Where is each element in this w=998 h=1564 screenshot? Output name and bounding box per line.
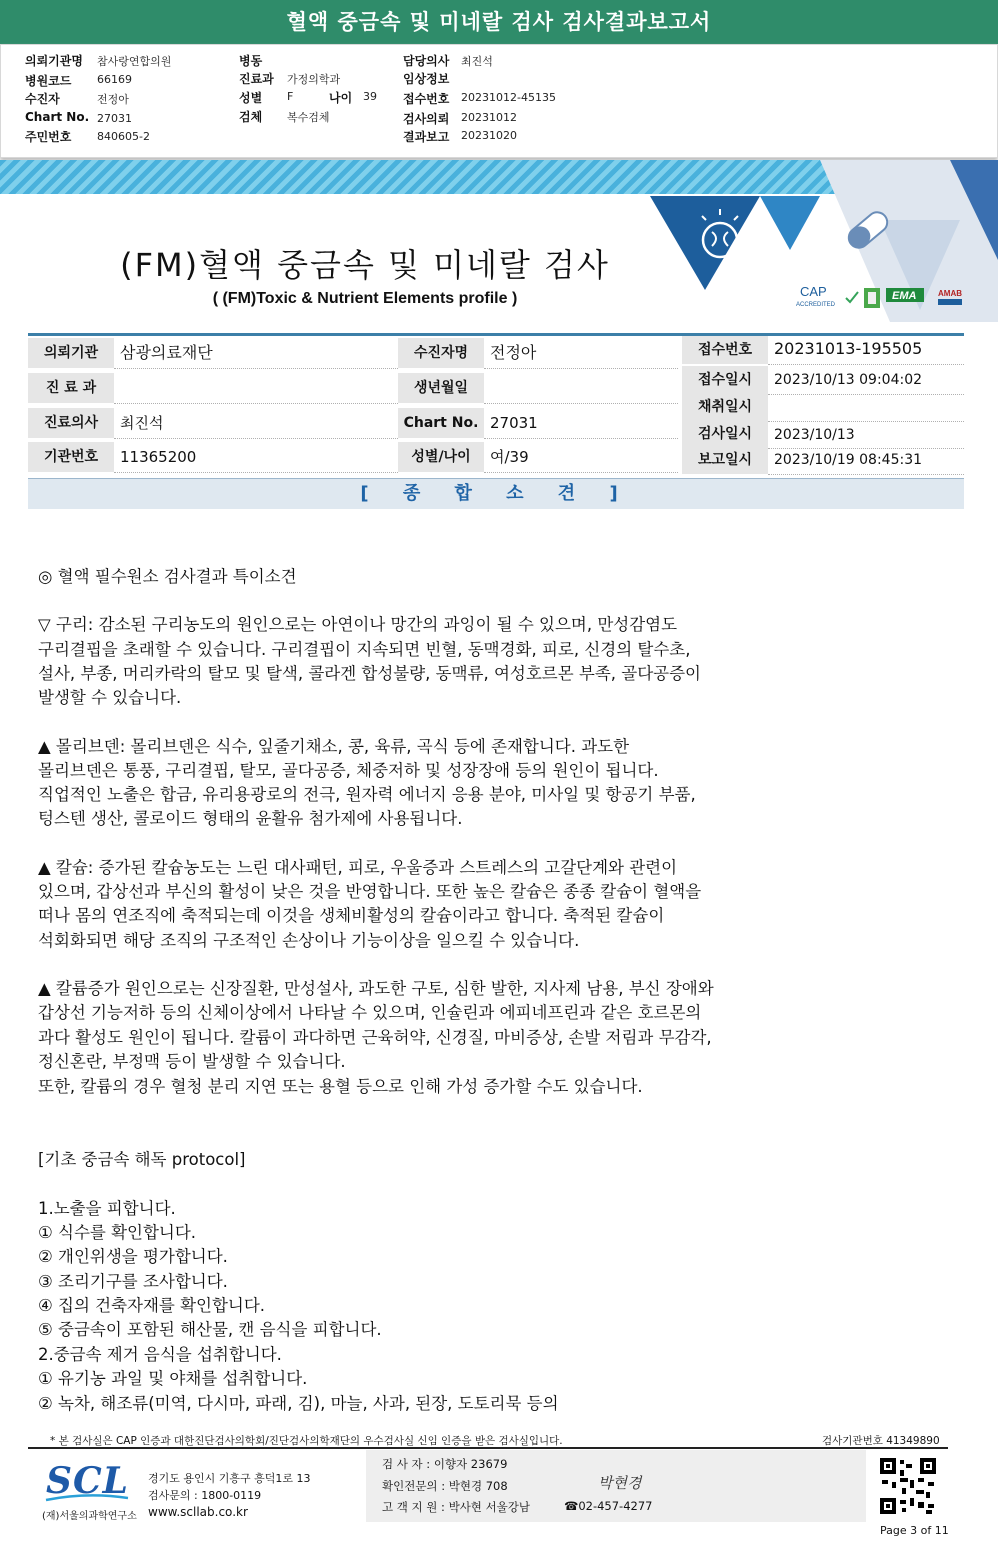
table-label: 성별/나이 bbox=[398, 442, 484, 473]
info-label: 접수번호 bbox=[403, 92, 450, 106]
info-value: F bbox=[287, 90, 294, 103]
support-info: 고 객 지 원 : 박사현 서울강남 bbox=[382, 1500, 531, 1514]
cap-accredited-logo bbox=[796, 284, 858, 308]
body-line: 과다 활성도 원인이 됩니다. 칼륨이 과다하면 근육허약, 신경질, 마비증상, 손발 저림과 무감각, bbox=[38, 1028, 712, 1047]
body-line: 구리결핍을 초래할 수 있습니다. 구리결핍이 지속되면 빈혈, 동맥경화, 피로, 신경의 탈수초, bbox=[38, 640, 691, 659]
table-value bbox=[484, 373, 678, 404]
page-title: (FM)혈액 중금속 및 미네랄 검사 bbox=[120, 246, 610, 284]
info-label: 주민번호 bbox=[25, 130, 72, 144]
info-label: 담당의사 bbox=[403, 54, 450, 68]
body-line: ① 유기농 과일 및 야채를 섭취합니다. bbox=[38, 1369, 308, 1388]
body-line: 있으며, 갑상선과 부신의 활성이 낮은 것을 반영합니다. 또한 높은 칼슘은 종종 칼슘이 혈액을 bbox=[38, 882, 702, 901]
lm-logo bbox=[864, 288, 880, 308]
info-label: 결과보고 bbox=[403, 130, 450, 144]
table-value: 2023/10/13 09:04:02 bbox=[768, 366, 964, 395]
table-label: 접수일시 bbox=[682, 366, 768, 395]
info-value: 전정아 bbox=[97, 93, 129, 106]
info-label: 수진자 bbox=[25, 92, 60, 106]
specialist-info: 확인전문의 : 박현경 708 bbox=[382, 1479, 508, 1493]
lab-number: 검사기관번호 41349890 bbox=[822, 1435, 940, 1447]
ema-logo bbox=[886, 288, 924, 302]
table-value: 2023/10/13 bbox=[768, 420, 964, 449]
body-line: ▲ 칼슘: 증가된 칼슘농도는 느린 대사패턴, 피로, 우울증과 스트레스의 고갈단계와 관련이 bbox=[38, 858, 678, 877]
certification-note: * 본 검사실은 CAP 인증과 대한진단검사의학회/진단검사의학재단의 우수검사실 신임 인증을 받은 검사실입니다. bbox=[50, 1435, 563, 1447]
report-banner-title: 혈액 중금속 및 미네랄 검사 검사결과보고서 bbox=[0, 0, 998, 44]
scl-logo-swoosh bbox=[44, 1494, 130, 1502]
info-label: 의뢰기관명 bbox=[25, 54, 83, 68]
table-label: Chart No. bbox=[398, 408, 484, 439]
svg-text:EMA: EMA bbox=[892, 290, 917, 302]
footer-rule bbox=[28, 1447, 948, 1449]
body-line: ◎ 혈액 필수원소 검사결과 특이소견 bbox=[38, 567, 297, 586]
body-line: 발생할 수 있습니다. bbox=[38, 688, 182, 707]
table-label: 접수번호 bbox=[682, 336, 768, 365]
info-label: 진료과 bbox=[239, 72, 274, 86]
report-header-info bbox=[0, 44, 998, 158]
info-label: 병원코드 bbox=[25, 74, 72, 88]
info-value: 840605-2 bbox=[97, 130, 150, 143]
info-label: 성별 bbox=[239, 91, 263, 105]
info-row bbox=[25, 52, 83, 69]
info-value: 66169 bbox=[97, 73, 132, 86]
body-line: ▽ 구리: 감소된 구리농도의 원인으로는 아연이나 망간의 과잉이 될 수 있으며, 만성감염도 bbox=[38, 615, 678, 634]
info-label: Chart No. bbox=[25, 110, 90, 124]
table-value: 여/39 bbox=[484, 442, 678, 473]
table-label: 보고일시 bbox=[682, 446, 768, 475]
body-line: ⑤ 중금속이 포함된 해산물, 캔 음식을 피합니다. bbox=[38, 1320, 382, 1339]
info-label: 검체 bbox=[239, 110, 263, 124]
qr-code-icon bbox=[880, 1458, 936, 1514]
body-line: ④ 집의 건축자재를 확인합니다. bbox=[38, 1296, 266, 1315]
body-line: ③ 조리기구를 조사합니다. bbox=[38, 1272, 228, 1291]
svg-text:CAP: CAP bbox=[800, 284, 827, 299]
table-value: 2023/10/19 08:45:31 bbox=[768, 446, 964, 475]
table-label: 기관번호 bbox=[28, 442, 114, 473]
body-line: 직업적인 노출은 합금, 유리용광로의 전극, 원자력 에너지 응용 분야, 미사일 및 항공기 부품, bbox=[38, 785, 696, 804]
tester-info: 검 사 자 : 이향자 23679 bbox=[382, 1457, 508, 1471]
institute-name: (재)서울의과학연구소 bbox=[42, 1511, 137, 1522]
info-value: 복수검체 bbox=[287, 111, 330, 124]
body-line: ① 식수를 확인합니다. bbox=[38, 1223, 197, 1242]
institute-address: 경기도 용인시 기흥구 흥덕1로 13 bbox=[148, 1472, 311, 1485]
body-line: 텅스텐 생산, 콜로이드 형태의 윤활유 첨가제에 사용됩니다. bbox=[38, 809, 463, 828]
body-line: 정신혼란, 부정맥 등이 발생할 수 있습니다. bbox=[38, 1052, 346, 1071]
info-value: 20231012-45135 bbox=[461, 91, 556, 104]
table-value bbox=[768, 393, 964, 422]
body-line: 설사, 부종, 머리카락의 탈모 및 탈색, 콜라겐 합성불량, 동맥류, 여성호르몬 부족, 골다공증이 bbox=[38, 664, 701, 683]
scl-logo: SCL bbox=[46, 1460, 129, 1502]
info-value: 참사랑연합의원 bbox=[97, 55, 172, 68]
svg-text:AMAB: AMAB bbox=[938, 289, 962, 298]
table-value: 11365200 bbox=[114, 442, 400, 473]
page-number: Page 3 of 11 bbox=[880, 1524, 949, 1537]
info-value: 20231012 bbox=[461, 111, 517, 124]
table-value: 27031 bbox=[484, 408, 678, 439]
info-label: 병동 bbox=[239, 54, 263, 68]
website-link[interactable]: www.scllab.co.kr bbox=[148, 1505, 248, 1519]
body-line: 떠나 몸의 연조직에 축적되는데 이것을 생체비활성의 칼슘이라고 합니다. 축적된 칼슘이 bbox=[38, 906, 665, 925]
specialist-signature: 박현경 bbox=[598, 1474, 642, 1492]
table-label: 수진자명 bbox=[398, 338, 484, 369]
table-label: 검사일시 bbox=[682, 420, 768, 449]
svg-text:ACCREDITED: ACCREDITED bbox=[796, 302, 836, 308]
body-line: ▲ 몰리브덴: 몰리브덴은 식수, 잎줄기채소, 콩, 육류, 곡식 등에 존재합니다. 과도한 bbox=[38, 737, 630, 756]
info-value: 최진석 bbox=[461, 55, 493, 68]
body-line: 석회화되면 해당 조직의 구조적인 손상이나 기능이상을 일으킬 수 있습니다. bbox=[38, 931, 580, 950]
info-label: 검사의뢰 bbox=[403, 112, 450, 126]
page-subtitle: ( (FM)Toxic & Nutrient Elements profile ) bbox=[212, 290, 518, 307]
info-value: 20231020 bbox=[461, 129, 517, 142]
body-line: 몰리브덴은 통풍, 구리결핍, 탈모, 골다공증, 체중저하 및 성장장애 등의 원인이 됩니다. bbox=[38, 761, 659, 780]
info-label: 나이 bbox=[329, 91, 353, 105]
table-value: 20231013-195505 bbox=[768, 336, 964, 365]
table-value: 삼광의료재단 bbox=[114, 338, 400, 369]
body-line: [기초 중금속 해독 protocol] bbox=[38, 1150, 246, 1169]
table-value: 최진석 bbox=[114, 408, 400, 439]
summary-section-header: [ 종 합 소 견 ] bbox=[28, 478, 964, 509]
body-line: 또한, 칼륨의 경우 혈청 분리 지연 또는 용혈 등으로 인해 가성 증가할 수도 있습니다. bbox=[38, 1077, 643, 1096]
table-label: 진 료 과 bbox=[28, 373, 114, 404]
inquiry-phone: 검사문의 : 1800-0119 bbox=[148, 1489, 262, 1502]
body-line: ▲ 칼륨증가 원인으로는 신장질환, 만성설사, 과도한 구토, 심한 발한, 지사제 남용, 부신 장애와 bbox=[38, 979, 714, 998]
table-value: 전정아 bbox=[484, 338, 678, 369]
table-label: 채취일시 bbox=[682, 393, 768, 422]
info-label: 임상정보 bbox=[403, 72, 450, 86]
table-label: 생년월일 bbox=[398, 373, 484, 404]
body-line: ② 녹차, 해조류(미역, 다시마, 파래, 김), 마늘, 사과, 된장, 도토리묵 등의 bbox=[38, 1394, 559, 1413]
body-line: ② 개인위생을 평가합니다. bbox=[38, 1247, 228, 1266]
info-value: 가정의학과 bbox=[287, 73, 341, 86]
table-value bbox=[114, 373, 400, 404]
body-line: 2.중금속 제거 음식을 섭취합니다. bbox=[38, 1345, 282, 1364]
support-phone: ☎02-457-4277 bbox=[564, 1499, 653, 1513]
table-label: 진료의사 bbox=[28, 408, 114, 439]
table-label: 의뢰기관 bbox=[28, 338, 114, 369]
info-value: 27031 bbox=[97, 112, 132, 125]
amab-logo bbox=[938, 289, 962, 305]
info-value: 39 bbox=[363, 90, 377, 103]
body-line: 갑상선 기능저하 등의 신체이상에서 나타날 수 있으며, 인슐린과 에피네프린과 같은 호르몬의 bbox=[38, 1003, 702, 1022]
body-line: 1.노출을 피합니다. bbox=[38, 1199, 176, 1218]
